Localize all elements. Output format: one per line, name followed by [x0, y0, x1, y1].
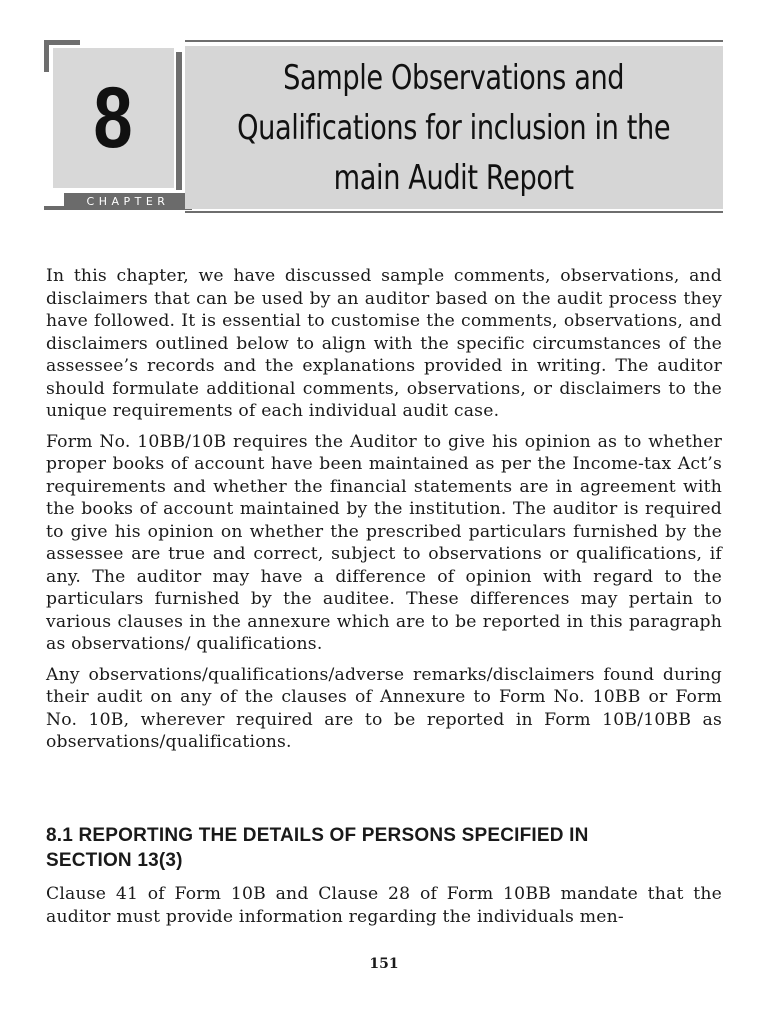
body-text: [46, 265, 722, 762]
chapter-badge-corner-vertical: [44, 40, 49, 72]
section-heading-line: 8.1 REPORTING THE DETAILS OF PERSONS SPECIFIED IN: [46, 825, 589, 846]
chapter-title: [237, 53, 670, 203]
title-rule-bottom: [185, 211, 723, 213]
chapter-badge-corner: [44, 40, 80, 45]
chapter-title-line: main Audit Report: [334, 157, 574, 198]
section-heading: [46, 823, 736, 873]
paragraph: Any observations/qualifications/adverse remarks/disclaimers found during their audit on any of the clauses of Annexure to Form No. 10BB or Form No. 10B, wherever required are to be reported in Form 10B/10BB as observations/qualifications.: [46, 664, 722, 752]
chapter-title-line: Qualifications for inclusion in the: [237, 107, 671, 148]
paragraph: Form No. 10BB/10B requires the Auditor to give his opinion as to whether proper books of account have been maintained as per the Income-tax Act’s requirements and whether the financial statements are in agreement with the books of account maintained by the institution. The auditor is required to give his opinion on whether the prescribed particulars furnished by the assessee are true and correct, subject to observations or qualifications, if any. The auditor may have a difference of opinion with regard to the particulars furnished by the auditee. These differences may pertain to various clauses in the annexure which are to be reported in this paragraph as observations/ qualifications.: [46, 431, 722, 654]
section-paragraph: Clause 41 of Form 10B and Clause 28 of Form 10BB mandate that the auditor must provide information regarding the individuals men-: [46, 884, 722, 927]
chapter-title-box: [185, 46, 723, 209]
chapter-title-line: Sample Observations and: [283, 57, 625, 98]
chapter-number-shadow: [176, 52, 182, 190]
chapter-number-box: [53, 48, 174, 188]
chapter-number: 8: [93, 69, 134, 166]
paragraph: In this chapter, we have discussed sample comments, observations, and disclaimers that can be used by an auditor based on the audit process they have followed. It is essential to customise the comments, observations, and disclaimers outlined below to align with the specific circumstances of the assessee’s records and the explanations provided in writing. The auditor should formulate additional comments, observations, or disclaimers to the unique requirements of each individual audit case.: [46, 266, 722, 421]
chapter-label: CHAPTER: [64, 193, 192, 210]
section-heading-line: SECTION 13(3): [46, 850, 183, 871]
page-number: 151: [369, 956, 399, 972]
title-rule-top: [185, 40, 723, 42]
